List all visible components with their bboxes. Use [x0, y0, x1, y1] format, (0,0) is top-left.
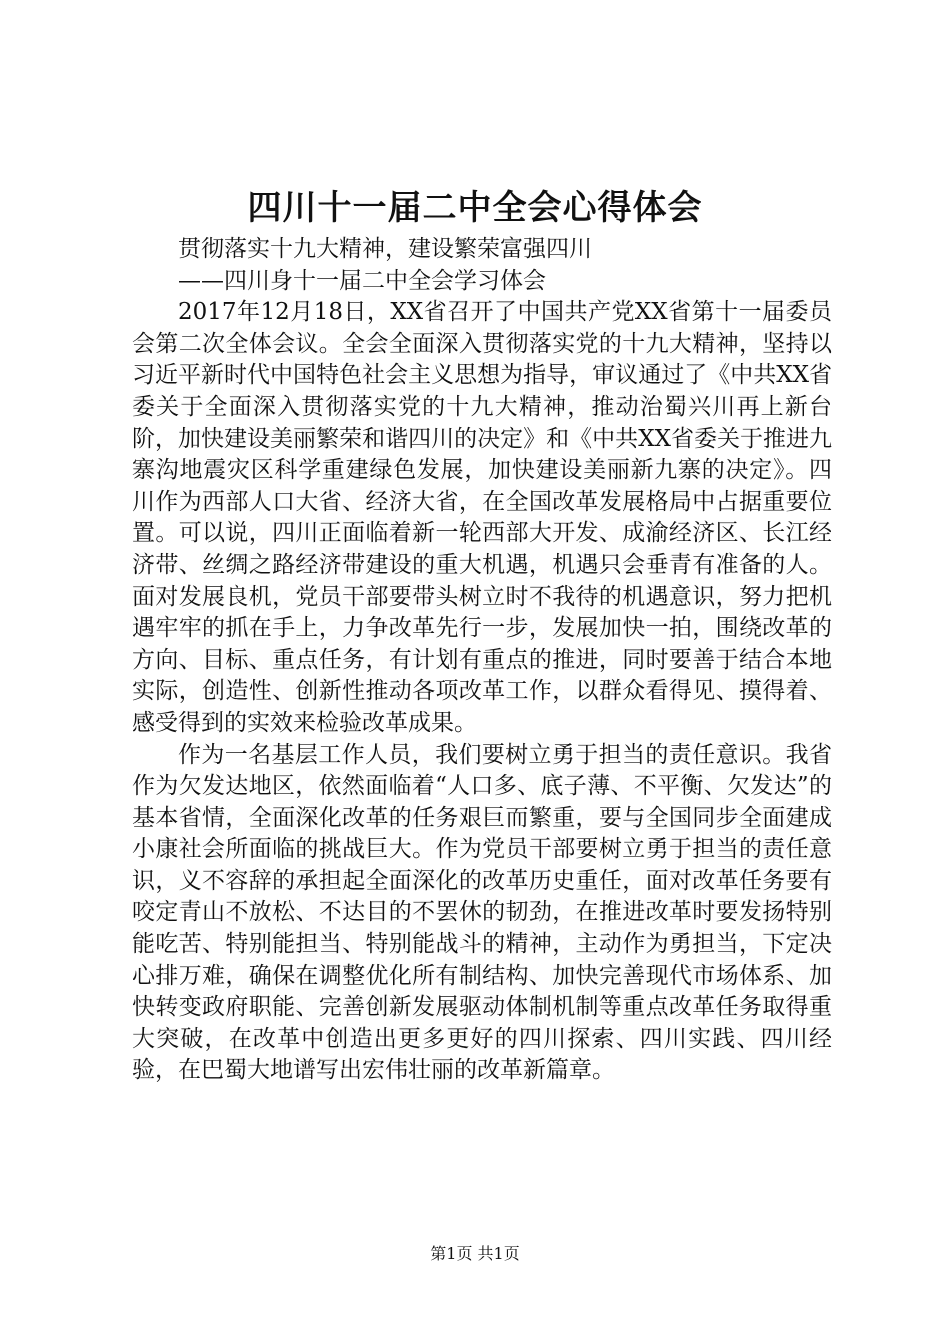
document-title: 四川十一届二中全会心得体会: [247, 188, 703, 228]
paragraph-2: 作为一名基层工作人员，我们要树立勇于担当的责任意识。我省作为欠发达地区，依然面临着“人口多、底子薄、不平衡、欠发达”的基本省情，全面深化改革的任务艰巨而繁重，要与全国同步全面建成小康社会所面临的挑战巨大。作为党员干部要树立勇于担当的责任意识，义不容辞的承担起全面深化的改革历史重任，面对改革任务要有咬定青山不放松、不达目的不罢休的韧劲，在推进改革时要发扬特别能吃苦、特别能担当、特别能战斗的精神，主动作为勇担当，下定决心排万难，确保在调整优化所有制结构、加快完善现代市场体系、加快转变政府职能、完善创新发展驱动体制机制等重点改革任务取得重大突破，在改革中创造出更多更好的四川探索、四川实践、四川经验，在巴蜀大地谱写出宏伟壮丽的改革新篇章。: [132, 741, 832, 1084]
page-footer: 第1页 共1页: [430, 1244, 520, 1263]
subtitle-line-2: ——四川身十一届二中全会学习体会: [178, 267, 546, 294]
paragraph-1: 2017年12月18日，XX省召开了中国共产党XX省第十一届委员会第二次全体会议。全会全面深入贯彻落实党的十九大精神，坚持以习近平新时代中国特色社会主义思想为指导，审议通过了《中共XX省委关于全面深入贯彻落实党的十九大精神，推动治蜀兴川再上新台阶，加快建设美丽繁荣和谐四川的决定》和《中共XX省委关于推进九寨沟地震灾区科学重建绿色发展，加快建设美丽新九寨的决定》。四川作为西部人口大省、经济大省，在全国改革发展格局中占据重要位置。可以说，四川正面临着新一轮西部大开发、成渝经济区、长江经济带、丝绸之路经济带建设的重大机遇，机遇只会垂青有准备的人。面对发展良机，党员干部要带头树立时不我待的机遇意识，努力把机遇牢牢的抓在手上，力争改革先行一步，发展加快一拍，围绕改革的方向、目标、重点任务，有计划有重点的推进，同时要善于结合本地实际，创造性、创新性推动各项改革工作，以群众看得见、摸得着、感受得到的实效来检验改革成果。: [132, 299, 832, 736]
document-body: [132, 234, 832, 1087]
subtitle-line: 贯彻落实十九大精神，建设繁荣富强四川: [178, 236, 592, 262]
